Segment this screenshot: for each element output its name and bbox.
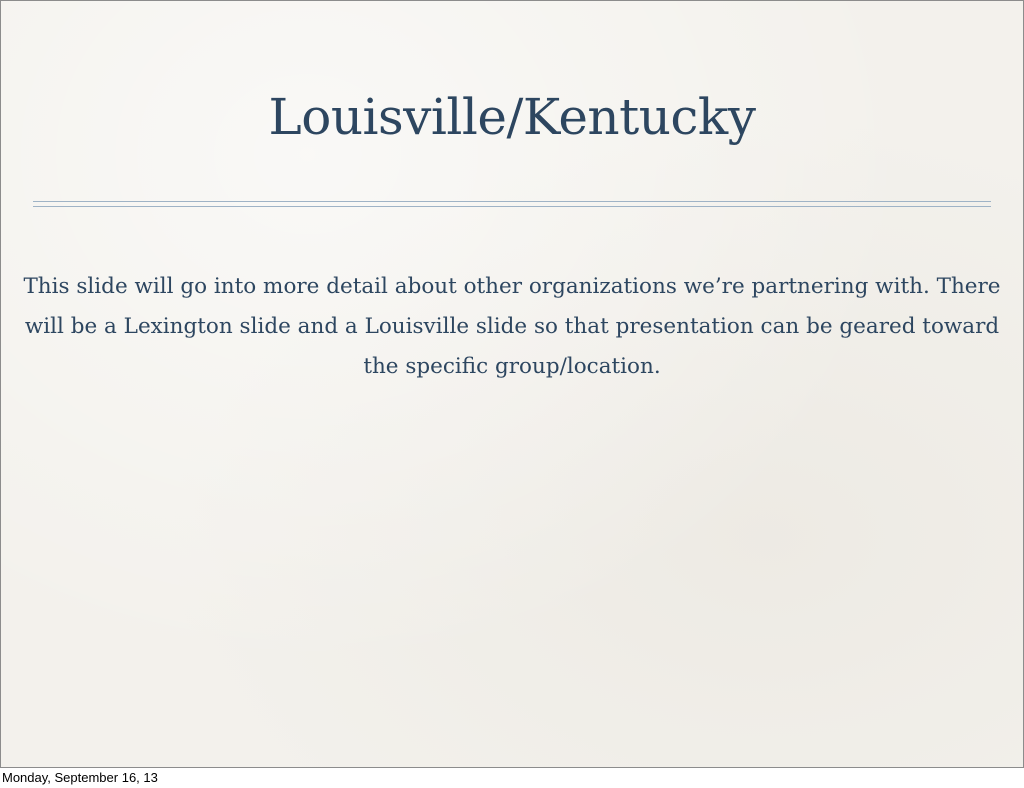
- slide-title: Louisville/Kentucky: [268, 88, 756, 146]
- footer-date: Monday, September 16, 13: [2, 770, 158, 785]
- title-divider-bottom: [33, 206, 991, 207]
- slide-body-text: This slide will go into more detail about other organizations we’re partnering with. There will be a Lexington slide and a Louisville slide so that presentation can be geared toward the specific group/location.: [23, 274, 1001, 379]
- title-divider-top: [33, 201, 991, 202]
